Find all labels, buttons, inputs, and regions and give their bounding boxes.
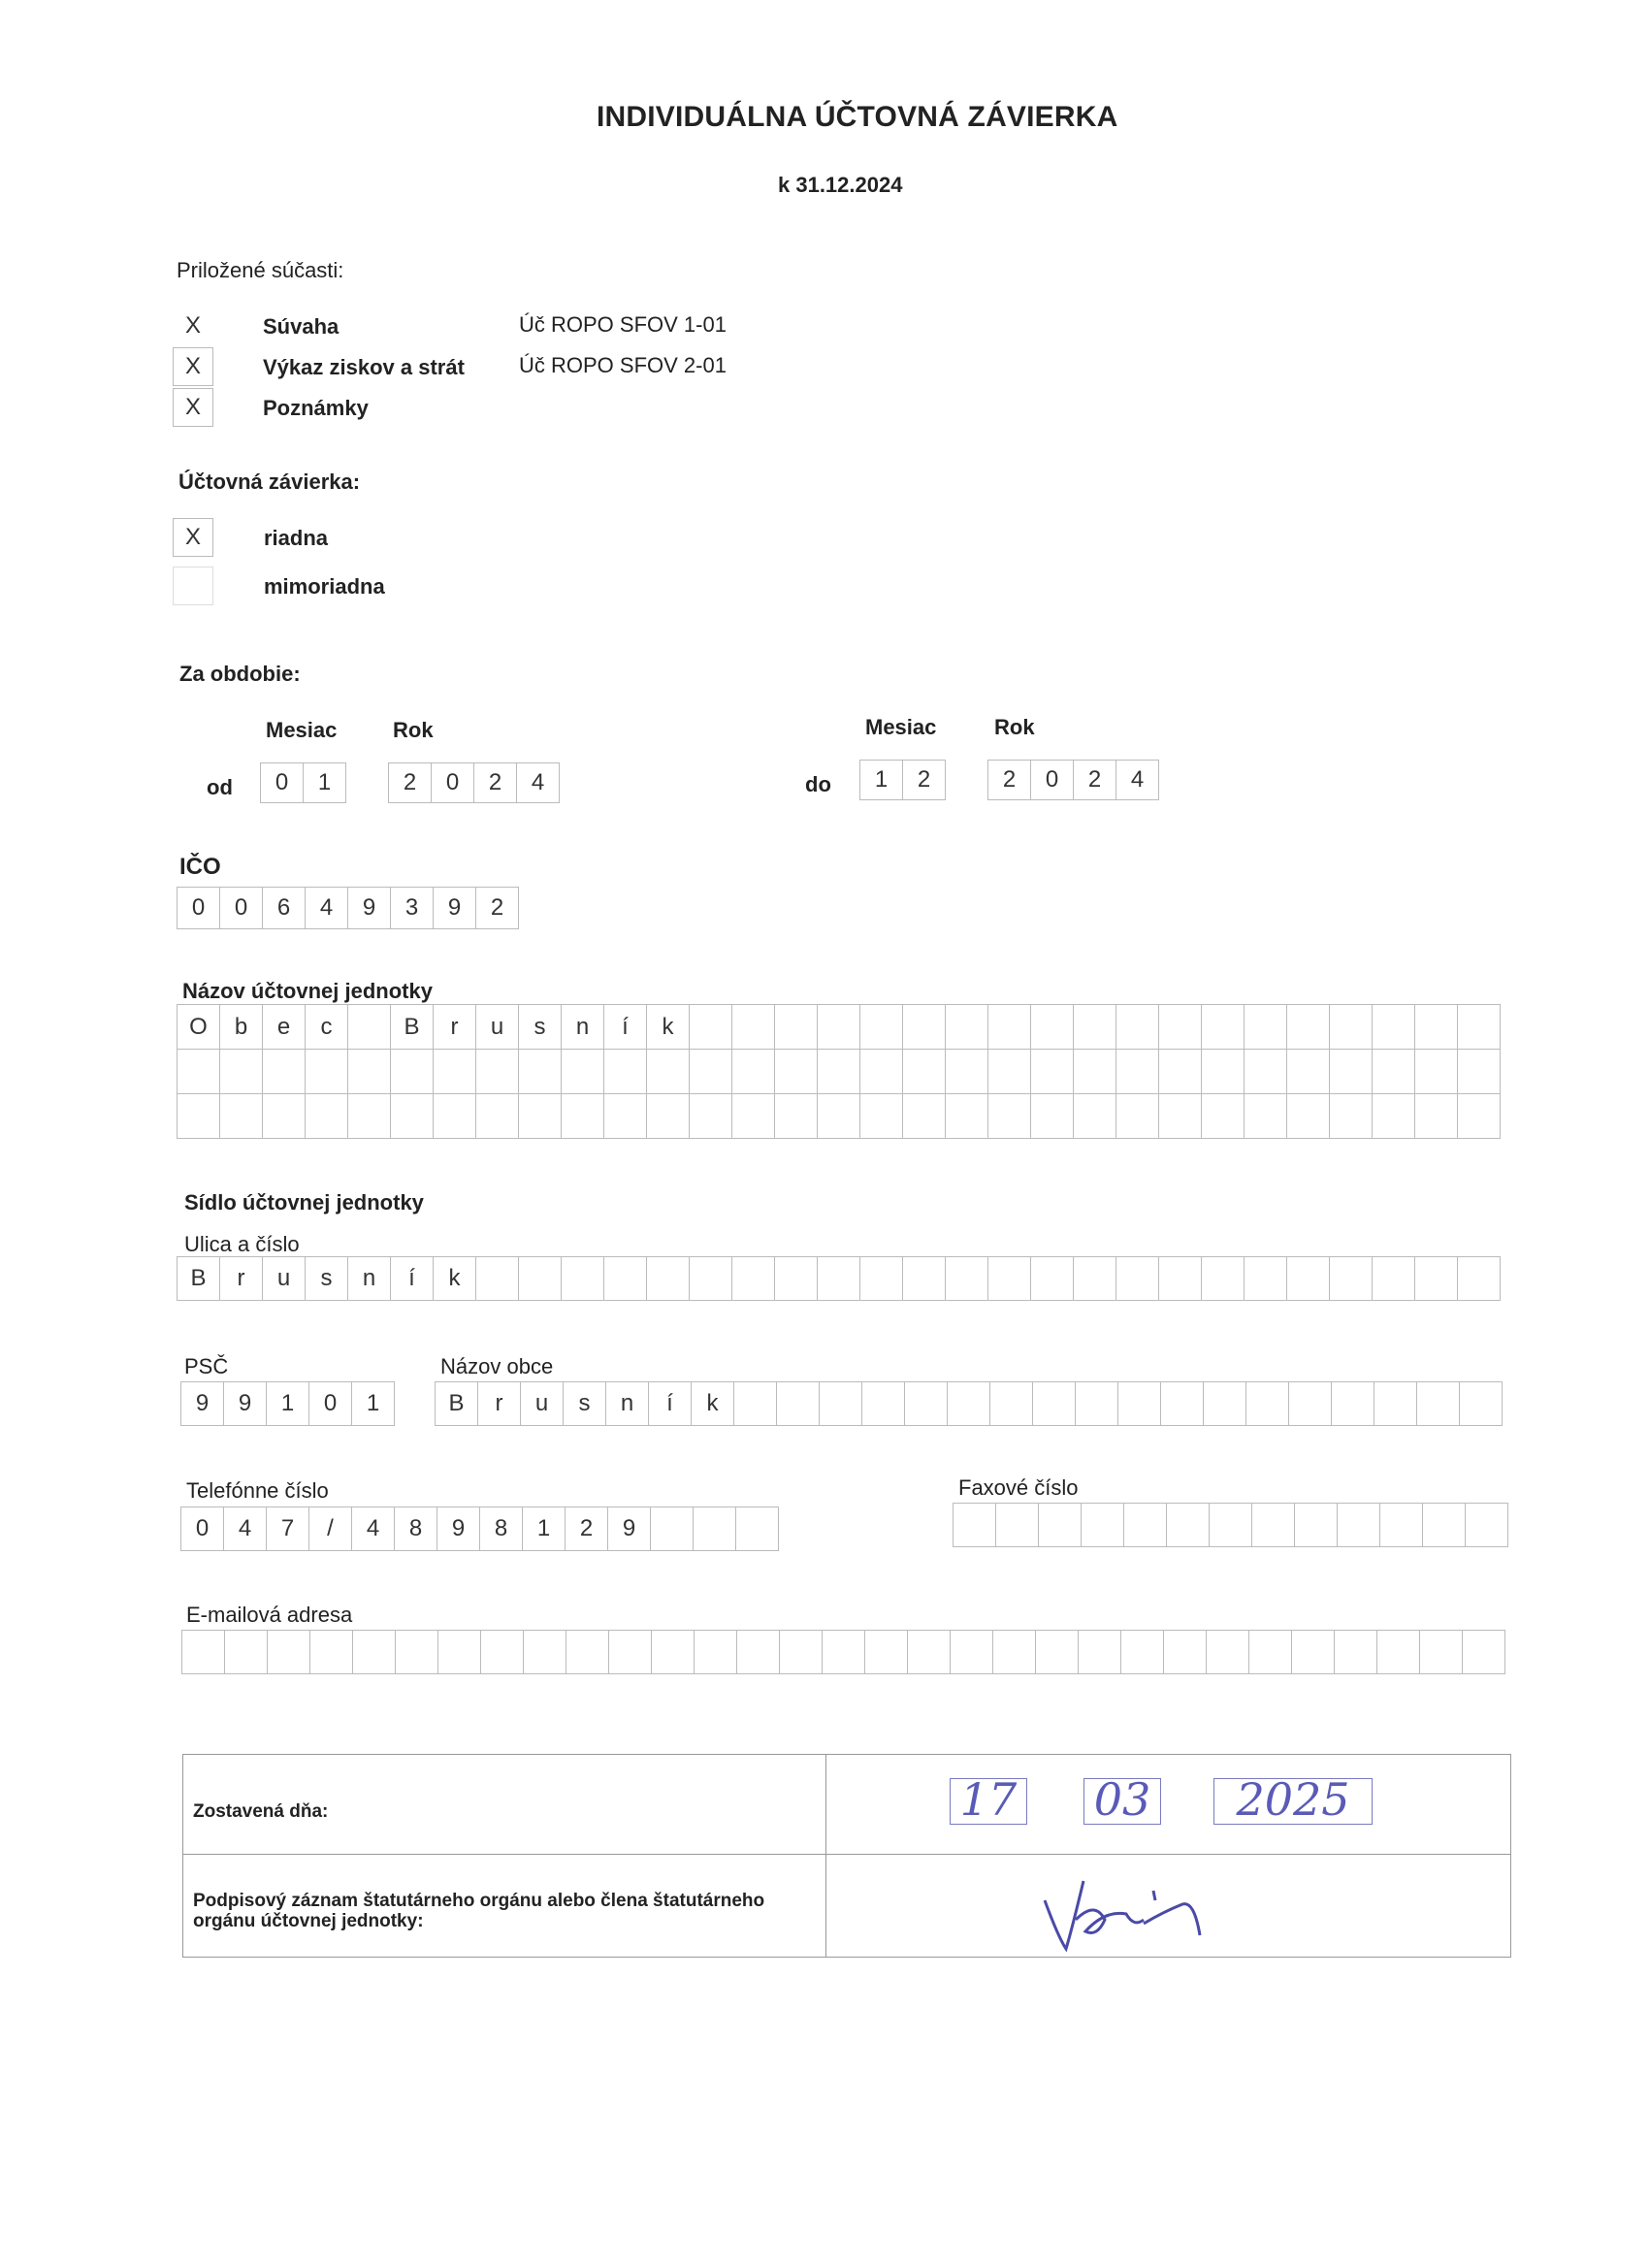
char-cell — [562, 1094, 604, 1139]
char-cell: 8 — [395, 1507, 437, 1551]
signature-table — [182, 1754, 1511, 1958]
char-cell — [1374, 1381, 1417, 1426]
char-cell — [1335, 1630, 1377, 1674]
char-cell — [1245, 1005, 1287, 1050]
digit-cell: 1 — [860, 760, 903, 800]
char-cell — [946, 1256, 988, 1301]
char-cell: n — [606, 1381, 649, 1426]
char-cell — [1415, 1094, 1458, 1139]
char-cell — [1082, 1503, 1124, 1547]
char-cell — [736, 1507, 779, 1551]
char-cell — [818, 1005, 860, 1050]
char-cell — [1031, 1256, 1074, 1301]
char-cell — [988, 1050, 1031, 1094]
signature-scribble-icon — [1037, 1862, 1231, 1959]
char-cell: 4 — [224, 1507, 267, 1551]
char-cell — [951, 1630, 993, 1674]
street-field[interactable] — [177, 1256, 1501, 1301]
char-cell — [903, 1256, 946, 1301]
char-cell — [1159, 1050, 1202, 1094]
char-cell — [775, 1050, 818, 1094]
psc-label: PSČ — [184, 1354, 229, 1378]
char-cell — [988, 1256, 1031, 1301]
attachment-checkbox-vykaz[interactable]: X — [173, 347, 213, 386]
char-cell: b — [220, 1005, 263, 1050]
char-cell — [1116, 1256, 1159, 1301]
char-cell — [694, 1507, 736, 1551]
char-cell — [1292, 1630, 1335, 1674]
char-cell — [604, 1256, 647, 1301]
char-cell: r — [220, 1256, 263, 1301]
attachment-checkbox-suvaha[interactable]: X — [184, 312, 201, 339]
char-cell — [1458, 1005, 1501, 1050]
char-cell — [647, 1094, 690, 1139]
attachment-code: Úč ROPO SFOV 1-01 — [519, 312, 727, 337]
digit-cell: 2 — [474, 762, 517, 803]
char-cell — [1373, 1050, 1415, 1094]
char-cell — [1415, 1005, 1458, 1050]
char-cell — [1074, 1005, 1116, 1050]
char-cell: 1 — [352, 1381, 395, 1426]
digit-cell: 4 — [517, 762, 560, 803]
char-cell — [434, 1094, 476, 1139]
attachment-code: Úč ROPO SFOV 2-01 — [519, 353, 727, 377]
char-cell — [818, 1256, 860, 1301]
char-cell — [438, 1630, 481, 1674]
char-cell — [1207, 1630, 1249, 1674]
char-cell — [946, 1094, 988, 1139]
char-cell: e — [263, 1005, 306, 1050]
char-cell — [1159, 1005, 1202, 1050]
char-cell — [220, 1094, 263, 1139]
char-cell: u — [476, 1005, 519, 1050]
from-year-label: Rok — [393, 718, 434, 742]
char-cell — [1289, 1381, 1332, 1426]
char-cell — [690, 1005, 732, 1050]
char-cell: 7 — [267, 1507, 309, 1551]
char-cell: r — [434, 1005, 476, 1050]
char-cell: 8 — [480, 1507, 523, 1551]
char-cell — [862, 1381, 905, 1426]
digit-cell: 0 — [261, 762, 304, 803]
char-cell — [391, 1050, 434, 1094]
char-cell — [903, 1094, 946, 1139]
char-cell — [1380, 1503, 1423, 1547]
char-cell — [823, 1630, 865, 1674]
attachment-checkbox-poznamky[interactable]: X — [173, 388, 213, 427]
email-field[interactable] — [181, 1630, 1505, 1674]
digit-cell: 0 — [432, 762, 474, 803]
char-cell: 1 — [267, 1381, 309, 1426]
char-cell — [1245, 1094, 1287, 1139]
char-cell — [860, 1094, 903, 1139]
char-cell — [476, 1050, 519, 1094]
char-cell — [1423, 1503, 1466, 1547]
char-cell — [519, 1094, 562, 1139]
digit-cell: 0 — [178, 887, 220, 929]
char-cell — [946, 1005, 988, 1050]
digit-cell: 2 — [988, 760, 1031, 800]
char-cell — [1031, 1005, 1074, 1050]
unit-name-field[interactable] — [177, 1004, 1501, 1139]
char-cell — [1287, 1094, 1330, 1139]
char-cell — [1076, 1381, 1118, 1426]
char-cell — [993, 1630, 1036, 1674]
char-cell: 9 — [181, 1381, 224, 1426]
char-cell — [1159, 1094, 1202, 1139]
char-cell — [818, 1050, 860, 1094]
digit-cell: 4 — [1116, 760, 1159, 800]
from-label: od — [207, 775, 233, 799]
phone-label: Telefónne číslo — [186, 1478, 329, 1503]
char-cell — [348, 1050, 391, 1094]
char-cell — [818, 1094, 860, 1139]
char-cell — [1458, 1094, 1501, 1139]
char-cell: c — [306, 1005, 348, 1050]
char-cell — [1202, 1256, 1245, 1301]
compiled-year: 2025 — [1236, 1773, 1350, 1826]
report-date: k 31.12.2024 — [778, 173, 903, 197]
sign-label: Podpisový záznam štatutárneho orgánu alebo člena štatutárneho orgánu účtovnej jednotky: — [193, 1891, 765, 1931]
char-cell: B — [436, 1381, 478, 1426]
char-cell — [1417, 1381, 1460, 1426]
char-cell — [1287, 1256, 1330, 1301]
char-cell — [1116, 1050, 1159, 1094]
char-cell — [1330, 1094, 1373, 1139]
char-cell: 9 — [437, 1507, 480, 1551]
char-cell — [604, 1050, 647, 1094]
digit-cell: 2 — [1074, 760, 1116, 800]
digit-cell: 9 — [434, 887, 476, 929]
ico-label: IČO — [179, 854, 221, 880]
char-cell — [1295, 1503, 1338, 1547]
digit-cell: 4 — [306, 887, 348, 929]
char-cell — [306, 1094, 348, 1139]
closing-checkbox-riadna[interactable]: X — [173, 518, 213, 557]
char-cell — [566, 1630, 609, 1674]
to-year-label: Rok — [994, 715, 1035, 739]
char-cell: / — [309, 1507, 352, 1551]
compiled-month: 03 — [1093, 1773, 1151, 1826]
char-cell — [737, 1630, 780, 1674]
char-cell — [1245, 1256, 1287, 1301]
psc-field[interactable] — [180, 1381, 395, 1426]
char-cell — [651, 1507, 694, 1551]
unit-name-label: Názov účtovnej jednotky — [182, 979, 433, 1003]
city-field[interactable] — [435, 1381, 1503, 1426]
char-cell — [1415, 1256, 1458, 1301]
compiled-label: Zostavená dňa: — [193, 1801, 329, 1822]
attachment-name: Poznámky — [263, 396, 369, 420]
closing-checkbox-mimoriadna[interactable] — [173, 567, 213, 605]
char-cell — [1252, 1503, 1295, 1547]
char-cell — [1377, 1630, 1420, 1674]
char-cell — [1246, 1381, 1289, 1426]
attachment-name: Výkaz ziskov a strát — [263, 355, 465, 379]
char-cell — [1330, 1256, 1373, 1301]
char-cell — [1031, 1094, 1074, 1139]
char-cell — [1245, 1050, 1287, 1094]
char-cell — [865, 1630, 908, 1674]
char-cell — [1036, 1630, 1079, 1674]
char-cell — [263, 1094, 306, 1139]
digit-cell: 0 — [220, 887, 263, 929]
char-cell: k — [434, 1256, 476, 1301]
char-cell: B — [178, 1256, 220, 1301]
char-cell — [178, 1050, 220, 1094]
char-cell — [524, 1630, 566, 1674]
char-cell — [948, 1381, 990, 1426]
char-cell — [780, 1630, 823, 1674]
char-cell: 9 — [608, 1507, 651, 1551]
char-cell — [604, 1094, 647, 1139]
char-cell — [732, 1256, 775, 1301]
char-cell — [1116, 1094, 1159, 1139]
closing-label: Účtovná závierka: — [178, 470, 361, 494]
char-cell — [263, 1050, 306, 1094]
char-cell — [1164, 1630, 1207, 1674]
char-cell — [1074, 1050, 1116, 1094]
char-cell — [860, 1005, 903, 1050]
char-cell — [1330, 1005, 1373, 1050]
char-cell — [1074, 1094, 1116, 1139]
char-cell — [652, 1630, 695, 1674]
closing-option-mimoriadna: mimoriadna — [264, 574, 385, 599]
char-cell — [905, 1381, 948, 1426]
char-cell: u — [263, 1256, 306, 1301]
char-cell — [1124, 1503, 1167, 1547]
char-cell — [306, 1050, 348, 1094]
from-year-field[interactable] — [388, 762, 560, 803]
char-cell — [1202, 1050, 1245, 1094]
char-cell — [519, 1050, 562, 1094]
char-cell — [647, 1256, 690, 1301]
char-cell — [903, 1050, 946, 1094]
char-cell — [988, 1094, 1031, 1139]
char-cell — [310, 1630, 353, 1674]
digit-cell: 9 — [348, 887, 391, 929]
char-cell: 4 — [352, 1507, 395, 1551]
char-cell — [820, 1381, 862, 1426]
attachment-name: Súvaha — [263, 314, 340, 339]
char-cell — [1332, 1381, 1374, 1426]
char-cell — [434, 1050, 476, 1094]
char-cell — [609, 1630, 652, 1674]
fax-label: Faxové číslo — [958, 1475, 1079, 1500]
digit-cell: 0 — [1031, 760, 1074, 800]
char-cell — [1031, 1050, 1074, 1094]
closing-option-riadna: riadna — [264, 526, 329, 550]
char-cell: s — [306, 1256, 348, 1301]
char-cell — [1463, 1630, 1505, 1674]
digit-cell: 3 — [391, 887, 434, 929]
char-cell — [954, 1503, 996, 1547]
digit-cell: 2 — [903, 760, 946, 800]
char-cell — [860, 1050, 903, 1094]
char-cell: í — [391, 1256, 434, 1301]
attachments-label: Priložené súčasti: — [177, 258, 344, 282]
to-year-field[interactable] — [987, 760, 1159, 800]
digit-cell: 6 — [263, 887, 306, 929]
char-cell: 9 — [224, 1381, 267, 1426]
char-cell: s — [519, 1005, 562, 1050]
char-cell: k — [692, 1381, 734, 1426]
char-cell: í — [649, 1381, 692, 1426]
period-label: Za obdobie: — [179, 662, 301, 686]
char-cell — [481, 1630, 524, 1674]
char-cell — [1116, 1005, 1159, 1050]
digit-cell: 2 — [476, 887, 519, 929]
char-cell — [996, 1503, 1039, 1547]
char-cell — [1287, 1005, 1330, 1050]
char-cell — [1118, 1381, 1161, 1426]
char-cell — [519, 1256, 562, 1301]
char-cell — [1338, 1503, 1380, 1547]
char-cell — [348, 1094, 391, 1139]
char-cell — [775, 1094, 818, 1139]
char-cell — [1074, 1256, 1116, 1301]
char-cell — [1373, 1094, 1415, 1139]
char-cell — [908, 1630, 951, 1674]
char-cell — [1033, 1381, 1076, 1426]
char-cell — [695, 1630, 737, 1674]
char-cell — [860, 1256, 903, 1301]
char-cell — [732, 1094, 775, 1139]
char-cell — [476, 1256, 519, 1301]
char-cell — [990, 1381, 1033, 1426]
char-cell — [1330, 1050, 1373, 1094]
char-cell — [1460, 1381, 1503, 1426]
char-cell — [1415, 1050, 1458, 1094]
char-cell — [690, 1094, 732, 1139]
char-cell: 0 — [309, 1381, 352, 1426]
char-cell — [1159, 1256, 1202, 1301]
char-cell — [946, 1050, 988, 1094]
char-cell — [1202, 1005, 1245, 1050]
char-cell: O — [178, 1005, 220, 1050]
char-cell: r — [478, 1381, 521, 1426]
page-title: INDIVIDUÁLNA ÚČTOVNÁ ZÁVIERKA — [597, 101, 1118, 133]
fax-field[interactable] — [953, 1503, 1508, 1547]
phone-field[interactable] — [180, 1507, 779, 1551]
char-cell — [562, 1256, 604, 1301]
char-cell — [178, 1094, 220, 1139]
city-label: Názov obce — [440, 1354, 554, 1378]
char-cell — [182, 1630, 225, 1674]
char-cell — [1161, 1381, 1204, 1426]
address-label: Sídlo účtovnej jednotky — [184, 1190, 424, 1215]
char-cell — [562, 1050, 604, 1094]
char-cell — [732, 1005, 775, 1050]
char-cell: k — [647, 1005, 690, 1050]
char-cell — [732, 1050, 775, 1094]
to-month-field[interactable] — [859, 760, 946, 800]
char-cell — [988, 1005, 1031, 1050]
char-cell — [775, 1256, 818, 1301]
char-cell — [268, 1630, 310, 1674]
char-cell — [1466, 1503, 1508, 1547]
char-cell — [777, 1381, 820, 1426]
char-cell: s — [564, 1381, 606, 1426]
char-cell — [1079, 1630, 1121, 1674]
char-cell — [1458, 1050, 1501, 1094]
digit-cell: 1 — [304, 762, 346, 803]
to-month-label: Mesiac — [865, 715, 937, 739]
char-cell — [1210, 1503, 1252, 1547]
ico-field[interactable] — [177, 887, 519, 929]
char-cell — [220, 1050, 263, 1094]
char-cell — [775, 1005, 818, 1050]
to-label: do — [805, 772, 831, 796]
street-label: Ulica a číslo — [184, 1232, 300, 1256]
char-cell: 2 — [566, 1507, 608, 1551]
char-cell — [476, 1094, 519, 1139]
char-cell — [1167, 1503, 1210, 1547]
char-cell: n — [562, 1005, 604, 1050]
char-cell — [903, 1005, 946, 1050]
char-cell — [1039, 1503, 1082, 1547]
char-cell — [647, 1050, 690, 1094]
char-cell: n — [348, 1256, 391, 1301]
email-label: E-mailová adresa — [186, 1603, 353, 1627]
char-cell — [225, 1630, 268, 1674]
char-cell: 0 — [181, 1507, 224, 1551]
char-cell — [1249, 1630, 1292, 1674]
char-cell: B — [391, 1005, 434, 1050]
char-cell — [1287, 1050, 1330, 1094]
char-cell — [1204, 1381, 1246, 1426]
char-cell — [348, 1005, 391, 1050]
char-cell — [1458, 1256, 1501, 1301]
char-cell — [1420, 1630, 1463, 1674]
char-cell — [1373, 1256, 1415, 1301]
from-month-field[interactable] — [260, 762, 346, 803]
char-cell — [1202, 1094, 1245, 1139]
char-cell — [396, 1630, 438, 1674]
compiled-day: 17 — [959, 1773, 1018, 1826]
from-month-label: Mesiac — [266, 718, 338, 742]
char-cell — [1121, 1630, 1164, 1674]
char-cell — [1373, 1005, 1415, 1050]
char-cell — [734, 1381, 777, 1426]
char-cell — [690, 1256, 732, 1301]
char-cell: í — [604, 1005, 647, 1050]
char-cell — [353, 1630, 396, 1674]
char-cell: 1 — [523, 1507, 566, 1551]
char-cell: u — [521, 1381, 564, 1426]
char-cell — [690, 1050, 732, 1094]
char-cell — [391, 1094, 434, 1139]
digit-cell: 2 — [389, 762, 432, 803]
